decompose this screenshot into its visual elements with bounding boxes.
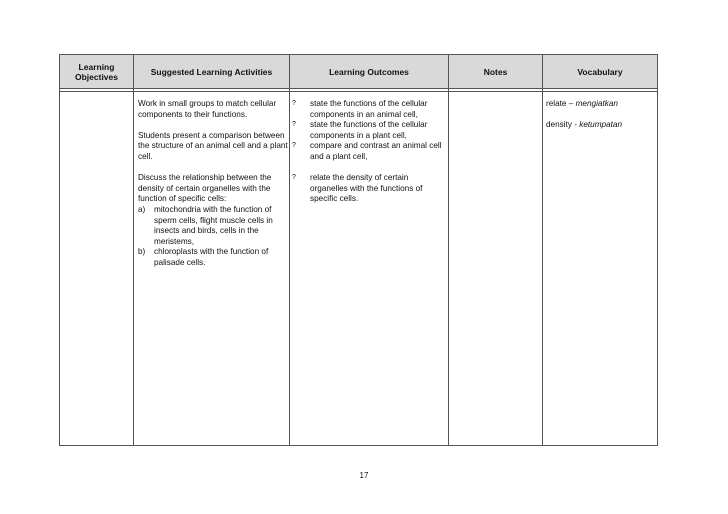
activity-paragraph: Students present a comparison between the structure of an animal cell and a plant cell. (138, 130, 288, 161)
vocabulary-entry (546, 99, 656, 110)
column-divider (542, 55, 543, 445)
activity-paragraph: Work in small groups to match cellular components to their functions. (138, 99, 277, 119)
vocabulary-entry (546, 120, 656, 131)
header-suggested-activities: Suggested Learning Activities (150, 66, 273, 77)
outcomes-cell (292, 99, 446, 205)
curriculum-table (59, 54, 658, 446)
vocabulary-translation: ketumpatan (579, 120, 623, 130)
header-notes: Notes (483, 66, 508, 77)
vocabulary-separator: - (571, 120, 580, 130)
vocabulary-separator: – (566, 99, 576, 108)
activity-paragraph: Discuss the relationship between the density of certain organelles with the function of specific cells: (138, 173, 272, 204)
activities-cell (138, 99, 290, 269)
bullet-icon: ? (292, 142, 296, 150)
vocabulary-term: density (546, 120, 572, 130)
outcome-item (292, 173, 446, 205)
vocabulary-term: relate (546, 99, 567, 108)
header-learning-objectives: Learning Objectives (75, 61, 118, 82)
vocabulary-translation: mengiatkan (575, 99, 618, 108)
list-marker: a) (138, 204, 146, 214)
list-marker: b) (138, 247, 146, 257)
outcome-item (292, 141, 446, 162)
outcome-text: state the functions of the cellular components in an animal cell, (310, 99, 428, 119)
list-text: mitochondria with the function of sperm cells, flight muscle cells in insects and birds, cells in the meristems, (154, 204, 273, 246)
bullet-icon: ? (292, 174, 296, 182)
header-vocabulary: Vocabulary (577, 66, 623, 77)
outcome-text: state the functions of the cellular components in a plant cell, (310, 120, 428, 140)
header-divider (60, 91, 657, 92)
column-divider (133, 55, 134, 445)
activity-list-item (138, 247, 290, 268)
outcome-item (292, 120, 446, 141)
header-learning-outcomes: Learning Outcomes (329, 66, 409, 77)
page-number: 17 (359, 471, 369, 480)
list-text: chloroplasts with the function of palisade cells. (154, 247, 269, 267)
bullet-icon: ? (292, 100, 296, 107)
activity-list-item (138, 205, 290, 247)
outcome-item (292, 99, 446, 120)
outcome-text: relate the density of certain organelles with the functions of specific cells. (310, 173, 423, 204)
outcome-text: compare and contrast an animal cell and a plant cell, (310, 141, 442, 161)
bullet-icon: ? (292, 121, 296, 129)
vocabulary-cell (546, 99, 656, 141)
column-divider (448, 55, 449, 445)
